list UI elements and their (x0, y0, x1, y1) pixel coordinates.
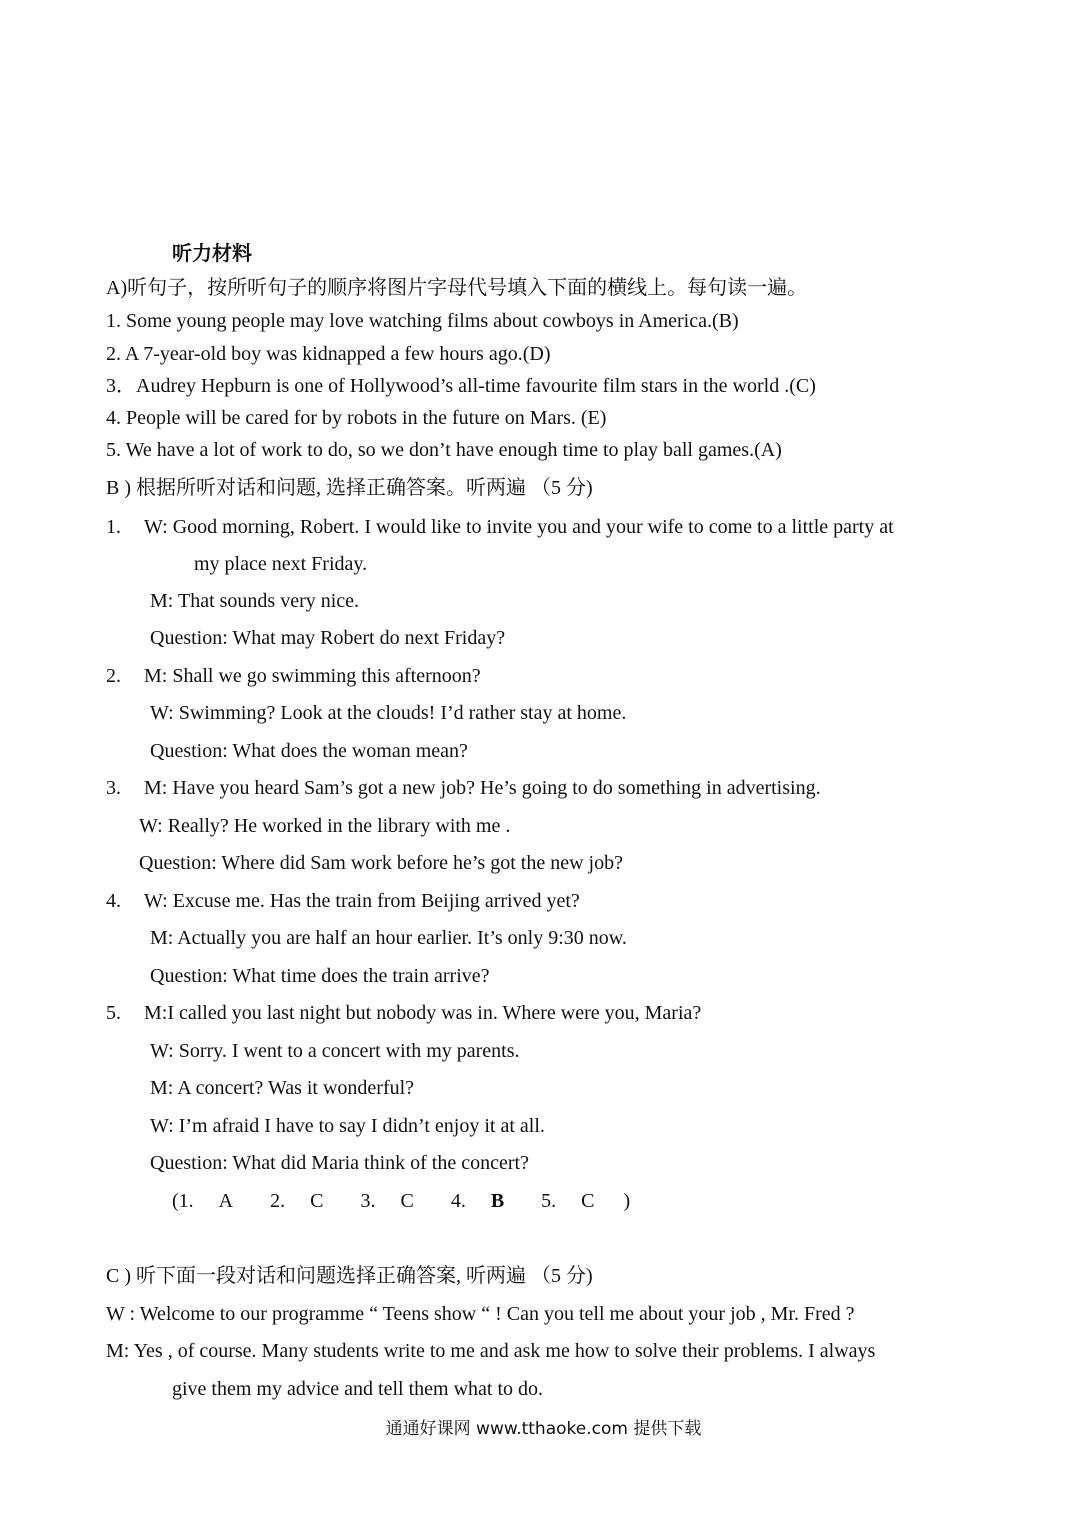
section-a-item: 1. Some young people may love watching films about cowboys in America.(B) (106, 310, 739, 332)
answer-token: B (490, 1190, 505, 1212)
dialogue-question: Question: What did Maria think of the concert? (150, 1152, 529, 1174)
answer-token: 2. (270, 1190, 286, 1212)
section-a-item: 3．Audrey Hepburn is one of Hollywood’s all-time favourite film stars in the world .(C) (106, 375, 816, 397)
section-a-heading: A)听句子，按所听句子的顺序将图片字母代号填入下面的横线上。每句读一遍。 (106, 277, 808, 299)
answer-token: ) (623, 1190, 631, 1212)
answer-key (172, 1189, 650, 1213)
answer-token: C (581, 1190, 595, 1212)
dialogue-line: M: Actually you are half an hour earlier. It’s only 9:30 now. (150, 927, 627, 949)
dialogue-line: W: I’m afraid I have to say I didn’t enjoy it at all. (150, 1115, 545, 1137)
answer-token: (1. (172, 1190, 194, 1212)
dialogue-line: my place next Friday. (194, 553, 368, 575)
section-a-item: 2. A 7-year-old boy was kidnapped a few hours ago.(D) (106, 343, 551, 365)
section-b-heading: B ) 根据所听对话和问题, 选择正确答案。听两遍 （5 分) (106, 477, 593, 499)
answer-token: 3. (360, 1190, 376, 1212)
dialogue-line: M: That sounds very nice. (150, 590, 360, 612)
section-c-line: W : Welcome to our programme “ Teens show “ ! Can you tell me about your job , Mr. Fred ? (106, 1303, 855, 1325)
dialogue-line: M: Shall we go swimming this afternoon? (144, 665, 481, 687)
dialogue-number: 4. (106, 890, 121, 912)
section-c-line: give them my advice and tell them what to do. (172, 1378, 544, 1400)
answer-token: 4. (450, 1190, 466, 1212)
dialogue-number: 2. (106, 665, 121, 687)
dialogue-number: 3. (106, 777, 121, 799)
dialogue-line: W: Sorry. I went to a concert with my parents. (150, 1040, 520, 1062)
section-c-heading: C ) 听下面一段对话和问题选择正确答案, 听两遍 （5 分) (106, 1265, 593, 1287)
dialogue-number: 5. (106, 1002, 121, 1024)
dialogue-question: Question: What may Robert do next Friday? (150, 627, 506, 649)
dialogue-line: W: Excuse me. Has the train from Beijing arrived yet? (144, 890, 580, 912)
answer-token: C (310, 1190, 324, 1212)
section-a-item: 5. We have a lot of work to do, so we don’t have enough time to play ball games.(A) (106, 439, 782, 461)
answer-token: A (218, 1190, 234, 1212)
dialogue-question: Question: Where did Sam work before he’s got the new job? (139, 852, 623, 874)
dialogue-question: Question: What time does the train arrive? (150, 965, 490, 987)
dialogue-line: W: Swimming? Look at the clouds! I’d rather stay at home. (150, 702, 627, 724)
answer-token: 5. (541, 1190, 557, 1212)
footer-credit: 通通好课网 www.tthaoke.com 提供下载 (385, 1419, 702, 1439)
dialogue-line: M: Have you heard Sam’s got a new job? He’s going to do something in advertising. (144, 777, 821, 799)
page-title: 听力材料 (172, 243, 252, 265)
dialogue-line: W: Really? He worked in the library with me . (139, 815, 511, 837)
answer-token: C (400, 1190, 414, 1212)
dialogue-line: W: Good morning, Robert. I would like to invite you and your wife to come to a little party at (144, 516, 894, 538)
dialogue-number: 1. (106, 516, 121, 538)
dialogue-line: M: A concert? Was it wonderful? (150, 1077, 415, 1099)
dialogue-question: Question: What does the woman mean? (150, 740, 468, 762)
section-c-line: M: Yes , of course. Many students write to me and ask me how to solve their problems. I always (106, 1340, 876, 1362)
section-a-item: 4. People will be cared for by robots in the future on Mars. (E) (106, 407, 607, 429)
dialogue-line: M:I called you last night but nobody was in. Where were you, Maria? (144, 1002, 702, 1024)
